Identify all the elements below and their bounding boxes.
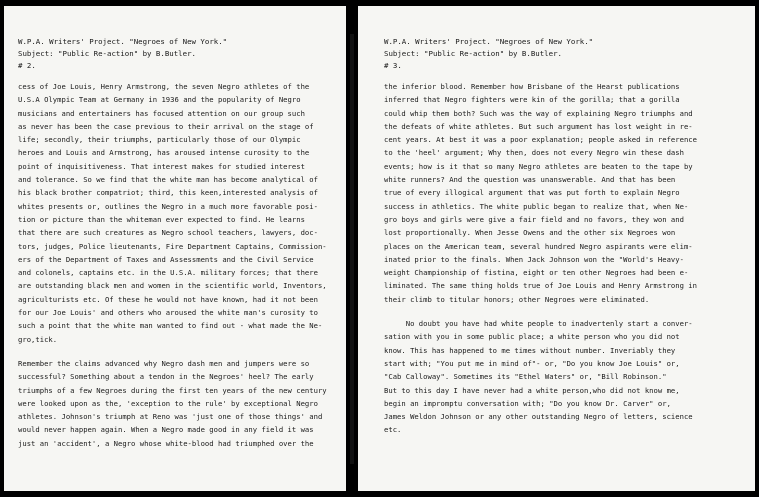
project-header: W.P.A. Writers' Project. "Negroes of New York." bbox=[384, 37, 594, 46]
text-line: ers of the Department of Taxes and Assessments and the Civil Service bbox=[18, 254, 314, 264]
left-page bbox=[4, 6, 346, 491]
text-line: for our Joe Louis' and others who aroused the white man's curosity to bbox=[18, 308, 318, 318]
page-number: # 3. bbox=[384, 61, 402, 70]
text-line: places on the American team, several hundred Negro aspirants were elim- bbox=[384, 241, 693, 251]
project-header: W.P.A. Writers' Project. "Negroes of New York." bbox=[18, 37, 228, 46]
text-line: But to this day I have never had a white person,who did not know me, bbox=[384, 385, 680, 395]
text-line: white runners? And the question was unanswerable. And that has been bbox=[384, 175, 676, 185]
text-line: James Weldon Johnson or any other outstanding Negro of letters, science bbox=[384, 412, 693, 422]
text-line: their climb to titular honors; other Negroes were eliminated. bbox=[384, 294, 650, 304]
text-line: "Cab Calloway". Sometimes its "Ethel Waters" or, "Bill Robinson." bbox=[384, 372, 667, 382]
text-line: true of every illogical argument that was put forth to explain Negro bbox=[384, 188, 680, 198]
text-line: U.S.A Olympic Team at Germany in 1936 and the popularity of Negro bbox=[18, 95, 301, 105]
text-line: etc. bbox=[384, 425, 402, 435]
text-line: tors, judges, Police lieutenants, Fire Department Captains, Commission- bbox=[18, 241, 327, 251]
left-body-text bbox=[18, 80, 338, 450]
text-line: such a point that the white man wanted to find out - what made the Ne- bbox=[18, 321, 323, 331]
text-line: just an 'accident', a Negro whose white-blood had triumphed over the bbox=[18, 438, 314, 448]
right-paragraph-2 bbox=[384, 317, 745, 437]
text-line: life; secondly, their triumphs, particularly those of our Olympic bbox=[18, 135, 301, 145]
right-paragraph-1 bbox=[384, 80, 745, 306]
text-line: success in athletics. The white public began to realize that, when Ne- bbox=[384, 201, 689, 211]
text-line: as never has been the case previous to their arrival on the stage of bbox=[18, 121, 314, 131]
text-line: inated prior to the finals. When Jack Johnson won the "World's Heavy- bbox=[384, 254, 684, 264]
subject-line: Subject: "Public Re-action" by B.Butler. bbox=[384, 49, 562, 58]
text-line: were looked upon as the, 'exception to the rule' by exceptional Negro bbox=[18, 398, 318, 408]
text-line: sation with you in some public place; a white person who you did not bbox=[384, 332, 680, 342]
text-line: agriculturists etc. Of these he would not have known, had it not been bbox=[18, 294, 318, 304]
text-line: are outstanding black men and women in the scientific world, Inventors, bbox=[18, 281, 327, 291]
left-paragraph-2 bbox=[18, 357, 338, 450]
text-line: and tolerance. So we find that the white man has become analytical of bbox=[18, 175, 318, 185]
paragraph-gap bbox=[384, 306, 745, 317]
text-line: that there are such creatures as Negro school teachers, lawyers, doc- bbox=[18, 228, 318, 238]
text-line: lost proportionally. When Jesse Owens and the other six Negroes won bbox=[384, 228, 676, 238]
text-line: cent years. At best it was a poor explanation; people asked in reference bbox=[384, 135, 698, 145]
text-line: and colonels, captains etc. in the U.S.A. military forces; that there bbox=[18, 268, 318, 278]
text-line: weight Championship of fistina, eight or ten other Negroes had been e- bbox=[384, 268, 689, 278]
text-line: musicians and entertainers has focused attention on our group such bbox=[18, 108, 305, 118]
text-line: begin an impromptu conversation with; "Do you know Dr. Carver" or, bbox=[384, 398, 671, 408]
text-line: triumphs of a few Negroes during the first ten years of the new century bbox=[18, 385, 327, 395]
page-number: # 2. bbox=[18, 61, 36, 70]
text-line: Remember the claims advanced why Negro dash men and jumpers were so bbox=[18, 358, 310, 368]
text-line: his black brother compatriot; third, this keen,interested analysis of bbox=[18, 188, 318, 198]
text-line: the defeats of white athletes. But such argument has lost weight in re- bbox=[384, 121, 693, 131]
text-line: athletes. Johnson's triumph at Reno was 'just one of those things' and bbox=[18, 412, 323, 422]
text-line: inferred that Negro fighters were kin of the gorilla; that a gorilla bbox=[384, 95, 680, 105]
text-line: start with; "You put me in mind of"- or, "Do you know Joe Louis" or, bbox=[384, 358, 680, 368]
left-paragraph-1 bbox=[18, 80, 338, 346]
text-line: No doubt you have had white people to inadvertenly start a conver- bbox=[384, 319, 693, 329]
text-line: to the 'heel' argument; Why then, does not every Negro win these dash bbox=[384, 148, 684, 158]
text-line: would never happen again. When a Negro made good in any field it was bbox=[18, 425, 314, 435]
text-line: cess of Joe Louis, Henry Armstrong, the seven Negro athletes of the bbox=[18, 82, 310, 91]
text-line: successful? Something about a tendon in the Negroes' heel? The early bbox=[18, 372, 314, 382]
text-line: gro boys and girls were give a fair field and no favors, they won and bbox=[384, 214, 684, 224]
text-line: gro,tick. bbox=[18, 334, 58, 344]
paragraph-gap bbox=[18, 346, 338, 357]
text-line: events; how is it that so many Negro athletes are beaten to the tape by bbox=[384, 161, 693, 171]
subject-line: Subject: "Public Re-action" by B.Butler. bbox=[18, 49, 196, 58]
text-line: liminated. The same thing holds true of Joe Louis and Henry Armstrong in bbox=[384, 281, 698, 291]
text-line: know. This has happened to me times without number. Inveriably they bbox=[384, 345, 676, 355]
text-line: heroes and Louis and Armstrong, has aroused intense curosity to the bbox=[18, 148, 310, 158]
text-line: point of inquisitiveness. That interest makes for studied interest bbox=[18, 161, 305, 171]
binding-spine bbox=[350, 34, 354, 464]
text-line: the inferior blood. Remember how Brisbane of the Hearst publications bbox=[384, 82, 680, 91]
right-body-text bbox=[384, 80, 745, 437]
text-line: whites presents or, outlines the Negro in a much more favorable posi- bbox=[18, 201, 318, 211]
text-line: could whip them both? Such was the way of explaining Negro triumphs and bbox=[384, 108, 693, 118]
right-page bbox=[358, 6, 755, 491]
text-line: tion or picture than the whiteman ever expected to find. He learns bbox=[18, 214, 305, 224]
